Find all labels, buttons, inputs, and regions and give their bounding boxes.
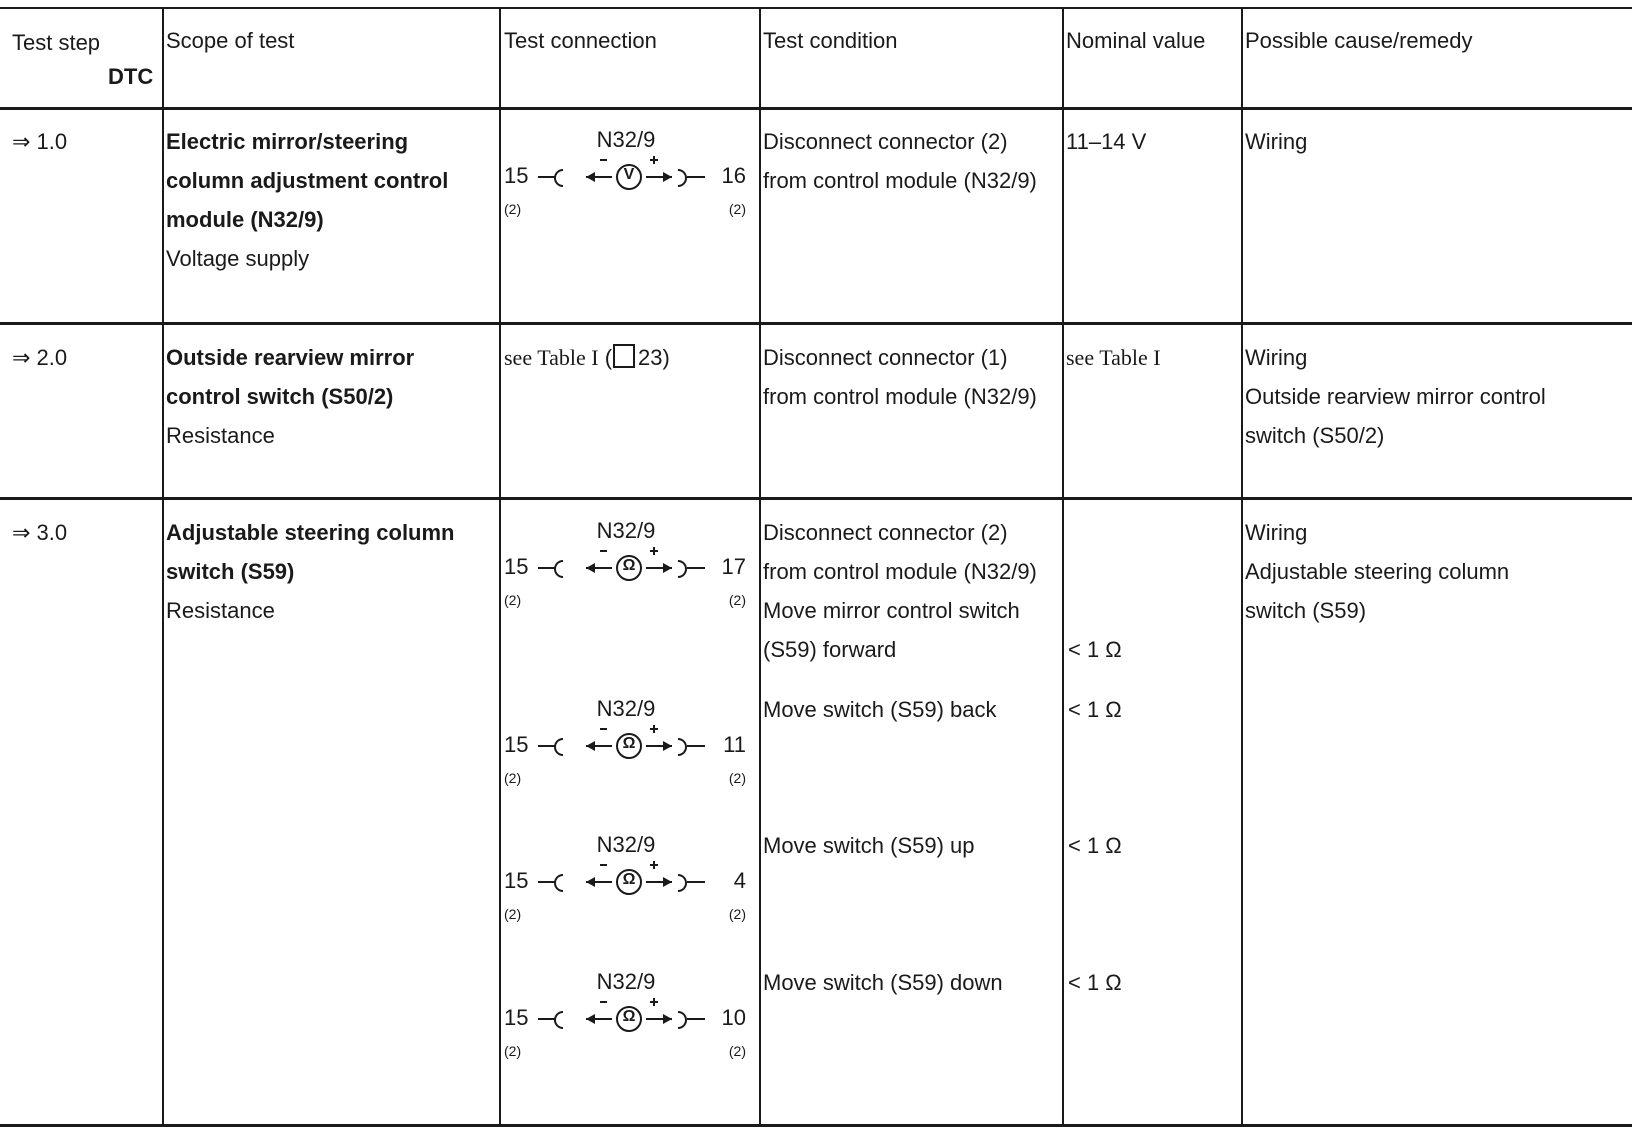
meter-symbol: V xyxy=(623,166,635,183)
pin-right: 16 xyxy=(721,163,746,188)
condition-line: Disconnect connector (2) xyxy=(763,129,1008,154)
scope-title-line: switch (S59) xyxy=(166,559,295,584)
socket-left xyxy=(554,169,563,187)
header-connection: Test connection xyxy=(504,28,657,53)
meter-symbol: Ω xyxy=(622,871,636,888)
wire-right xyxy=(687,567,705,569)
nominal-value: < 1 Ω xyxy=(1068,833,1122,858)
cause-line: Outside rearview mirror control xyxy=(1245,384,1546,409)
socket-right xyxy=(678,560,687,578)
connector-right: (2) xyxy=(728,592,746,608)
wire-right xyxy=(687,176,705,178)
connector-left: (2) xyxy=(504,1043,522,1059)
pin-left: 15 xyxy=(504,554,529,579)
node-label: N32/9 xyxy=(596,127,656,152)
socket-right xyxy=(678,1011,687,1029)
header-bottom-rule xyxy=(0,107,1632,110)
nominal-value: see Table I xyxy=(1066,345,1161,370)
header-scope: Scope of test xyxy=(166,28,295,53)
row1-bottom-rule xyxy=(0,322,1632,325)
scope-text-line: Voltage supply xyxy=(166,246,310,271)
pin-left: 15 xyxy=(504,868,529,893)
socket-left xyxy=(554,560,563,578)
socket-left xyxy=(554,1011,563,1029)
connector-left: (2) xyxy=(504,201,522,217)
pin-left: 15 xyxy=(504,1005,529,1030)
column-divider xyxy=(759,7,761,1127)
step-number: ⇒ 2.0 xyxy=(12,345,68,370)
scope-title-line: column adjustment control xyxy=(166,168,449,193)
nominal-value: < 1 Ω xyxy=(1068,970,1122,995)
test-connection-diagram xyxy=(500,966,752,1066)
connector-left: (2) xyxy=(504,592,522,608)
scope-text-line: Resistance xyxy=(166,423,275,448)
cause-line: Wiring xyxy=(1245,520,1308,545)
nominal-value: < 1 Ω xyxy=(1068,697,1122,722)
wire-right xyxy=(687,745,705,747)
wire-right xyxy=(687,881,705,883)
connector-right: (2) xyxy=(728,770,746,786)
reference-page: 23) xyxy=(638,345,670,370)
scope-title-line: Adjustable steering column xyxy=(166,520,455,545)
step-number: ⇒ 1.0 xyxy=(12,129,68,154)
condition-line: Move switch (S59) down xyxy=(763,970,1003,995)
condition-line: (S59) forward xyxy=(763,637,897,662)
nominal-value: < 1 Ω xyxy=(1068,637,1122,662)
condition-line: Move switch (S59) back xyxy=(763,697,997,722)
condition-line: Disconnect connector (1) xyxy=(763,345,1008,370)
socket-right xyxy=(678,169,687,187)
pin-right: 10 xyxy=(721,1005,746,1030)
scope-title-line: control switch (S50/2) xyxy=(166,384,394,409)
test-connection-diagram xyxy=(500,693,752,793)
node-label: N32/9 xyxy=(596,969,656,994)
row2-bottom-rule xyxy=(0,497,1632,500)
scope-title-line: Outside rearview mirror xyxy=(166,345,415,370)
nominal-value: 11–14 V xyxy=(1066,129,1147,154)
meter-symbol: Ω xyxy=(622,1008,636,1025)
pin-left: 15 xyxy=(504,163,529,188)
pin-right: 4 xyxy=(733,868,746,893)
connector-left: (2) xyxy=(504,770,522,786)
condition-line: from control module (N32/9) xyxy=(763,384,1037,409)
condition-line: Move mirror control switch xyxy=(763,598,1020,623)
meter-symbol: Ω xyxy=(622,735,636,752)
connector-left: (2) xyxy=(504,906,522,922)
test-connection-diagram xyxy=(500,124,752,224)
socket-right xyxy=(678,738,687,756)
cause-line: switch (S59) xyxy=(1245,598,1367,623)
node-label: N32/9 xyxy=(596,696,656,721)
node-label: N32/9 xyxy=(596,518,656,543)
connector-right: (2) xyxy=(728,201,746,217)
scope-title-line: Electric mirror/steering xyxy=(166,129,409,154)
scope-title-line: module (N32/9) xyxy=(166,207,324,232)
cause-line: Wiring xyxy=(1245,345,1308,370)
header-condition: Test condition xyxy=(763,28,898,53)
pin-left: 15 xyxy=(504,732,529,757)
socket-left xyxy=(554,738,563,756)
header-dtc: DTC xyxy=(108,64,154,89)
wire-right xyxy=(687,1018,705,1020)
condition-line: Move switch (S59) up xyxy=(763,833,975,858)
step-number: ⇒ 3.0 xyxy=(12,520,68,545)
pin-right: 11 xyxy=(723,732,746,757)
reference-open-paren: ( xyxy=(604,345,613,370)
header-cause: Possible cause/remedy xyxy=(1245,28,1473,53)
socket-left xyxy=(554,874,563,892)
test-connection-diagram xyxy=(500,515,752,615)
socket-right xyxy=(678,874,687,892)
condition-line: from control module (N32/9) xyxy=(763,559,1037,584)
condition-line: from control module (N32/9) xyxy=(763,168,1037,193)
header-nominal: Nominal value xyxy=(1066,28,1206,53)
test-connection-diagram xyxy=(500,829,752,929)
cause-line: Wiring xyxy=(1245,129,1308,154)
page-reference-icon xyxy=(613,344,635,368)
condition-line: Disconnect connector (2) xyxy=(763,520,1008,545)
meter-symbol: Ω xyxy=(622,557,636,574)
connector-right: (2) xyxy=(728,906,746,922)
header-test-step: Test step xyxy=(12,30,101,55)
connector-right: (2) xyxy=(728,1043,746,1059)
scope-text-line: Resistance xyxy=(166,598,275,623)
column-divider xyxy=(162,7,164,1127)
cause-line: switch (S50/2) xyxy=(1245,423,1385,448)
pin-right: 17 xyxy=(721,554,746,579)
column-divider xyxy=(1062,7,1064,1127)
cause-line: Adjustable steering column xyxy=(1245,559,1510,584)
node-label: N32/9 xyxy=(596,832,656,857)
table-reference-text: see Table I xyxy=(504,345,599,370)
table-bottom-rule xyxy=(0,1124,1632,1127)
column-divider xyxy=(1241,7,1243,1127)
table-top-rule xyxy=(0,7,1632,9)
connection-reference xyxy=(504,338,670,377)
